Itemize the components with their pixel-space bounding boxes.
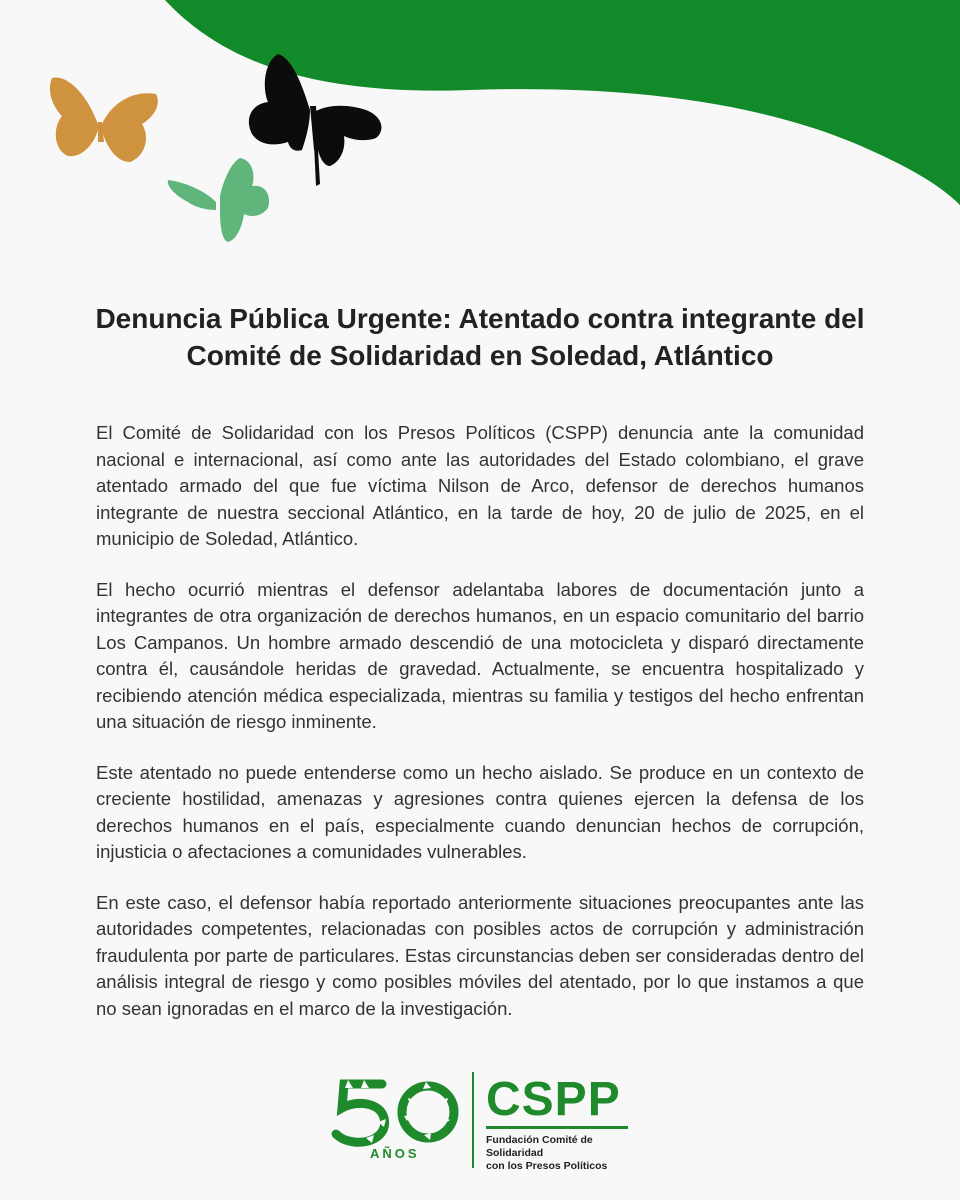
anniversary-label: AÑOS	[370, 1146, 420, 1161]
orange-butterfly-icon	[46, 72, 162, 168]
fifty-years-logo	[330, 1076, 462, 1148]
org-name-line-1: Fundación Comité de Solidaridad	[486, 1134, 593, 1159]
paragraph-3: Este atentado no puede entenderse como un hecho aislado. Se produce en un contexto de creciente hostilidad, amenazas y agresiones contra quienes ejercen la defensa de los derechos humanos en el país, especialmente cuando denuncian hechos de corrupción, injusticia o afectaciones a comunidades vulnerables.	[96, 761, 864, 862]
footer-logos	[330, 1070, 640, 1170]
paragraph-4: En este caso, el defensor había reportado anteriormente situaciones preocupantes ante las autoridades competentes, relacionadas con posibles actos de corrupción y administración fraudulenta por parte de particulares. Estas circunstancias deben ser consideradas dentro del análisis integral de riesgo y como posibles móviles del atentado, por lo que instamos a que no sean ignoradas en el marco de la investigación.	[96, 891, 864, 1019]
org-name-line-2: con los Presos Políticos	[486, 1160, 608, 1172]
acronym-underline	[486, 1126, 628, 1129]
green-butterfly-icon	[166, 156, 272, 244]
logo-divider	[472, 1072, 474, 1168]
paragraph-2: El hecho ocurrió mientras el defensor adelantaba labores de documentación junto a integrantes de otra organización de derechos humanos, en un espacio comunitario del barrio Los Campanos. Un hombre armado descendió de una motocicleta y disparó directamente contra él, causándole heridas de gravedad. Actualmente, se encuentra hospitalizado y recibiendo atención médica especializada, mientras su familia y testigos del hecho enfrentan una situación de riesgo inminente.	[96, 578, 864, 732]
page-title: Denuncia Pública Urgente: Atentado contra integrante del Comité de Solidaridad en Soledad, Atlántico	[95, 303, 865, 371]
org-acronym: CSPP	[486, 1073, 621, 1126]
paragraph-1: El Comité de Solidaridad con los Presos Políticos (CSPP) denuncia ante la comunidad nacional e internacional, así como ante las autoridades del Estado colombiano, el grave atentado armado del que fue víctima Nilson de Arco, defensor de derechos humanos integrante de nuestra seccional Atlántico, en la tarde de hoy, 20 de julio de 2025, en el municipio de Soledad, Atlántico.	[96, 422, 864, 549]
org-full-name	[486, 1134, 646, 1173]
statement-body	[96, 420, 864, 1046]
